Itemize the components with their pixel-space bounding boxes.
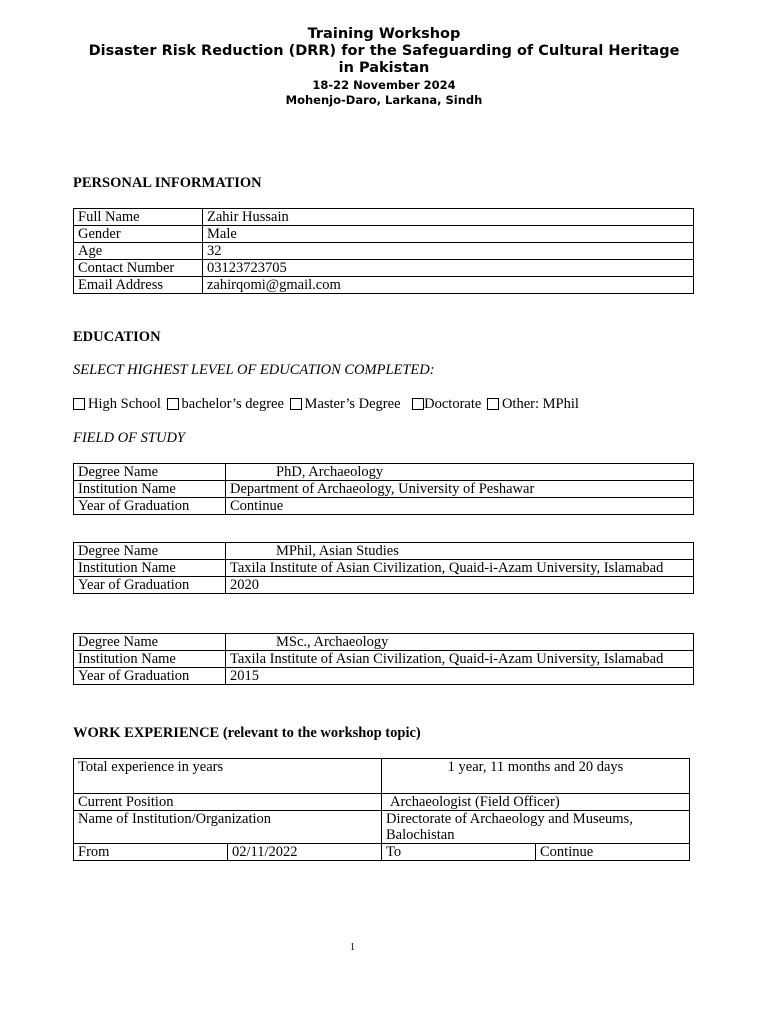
institution-name-label: Institution Name: [74, 481, 226, 498]
total-experience-label: Total experience in years: [74, 759, 382, 794]
table-row: [74, 811, 690, 844]
email-label: Email Address: [74, 277, 203, 294]
bachelors-label: bachelor’s degree: [181, 396, 284, 412]
to-value: Continue: [536, 844, 690, 861]
institution-name-label: Institution Name: [74, 560, 226, 577]
table-row: [74, 794, 690, 811]
institution-name-value: Department of Archaeology, University of Peshawar: [226, 481, 694, 498]
doctorate-label: Doctorate: [424, 396, 482, 412]
to-label: To: [382, 844, 536, 861]
other-label: Other: MPhil: [501, 396, 579, 412]
graduation-year-value: Continue: [226, 498, 694, 515]
full-name-label: Full Name: [74, 209, 203, 226]
table-row: [74, 844, 690, 861]
high-school-label: High School: [88, 396, 161, 412]
table-row: [74, 277, 694, 294]
masters-checkbox[interactable]: [290, 398, 302, 410]
masters-label: Master’s Degree: [304, 396, 401, 412]
graduation-year-value: 2020: [226, 577, 694, 594]
graduation-year-label: Year of Graduation: [74, 498, 226, 515]
institution-name-value: Taxila Institute of Asian Civilization, Quaid-i-Azam University, Islamabad: [226, 651, 694, 668]
degree-name-label: Degree Name: [74, 464, 226, 481]
table-row: [74, 560, 694, 577]
contact-number-value: 03123723705: [203, 260, 694, 277]
email-value: zahirqomi@gmail.com: [203, 277, 694, 294]
degree-name-value: PhD, Archaeology: [226, 464, 694, 481]
age-value: 32: [203, 243, 694, 260]
institution-name-label: Institution Name: [74, 651, 226, 668]
other-checkbox[interactable]: [487, 398, 499, 410]
degree-name-label: Degree Name: [74, 634, 226, 651]
work-experience-heading: WORK EXPERIENCE (relevant to the workshop topic): [73, 725, 421, 741]
contact-number-label: Contact Number: [74, 260, 203, 277]
full-name-value: Zahir Hussain: [203, 209, 694, 226]
table-row: [74, 634, 694, 651]
doctorate-checkbox[interactable]: [412, 398, 424, 410]
work-experience-table: [73, 758, 690, 861]
personal-info-table: [73, 208, 694, 294]
graduation-year-label: Year of Graduation: [74, 668, 226, 685]
table-row: [74, 759, 690, 794]
from-label: From: [74, 844, 228, 861]
degree-name-label: Degree Name: [74, 543, 226, 560]
workshop-subtitle-line1: Disaster Risk Reduction (DRR) for the Safeguarding of Cultural Heritage: [88, 43, 680, 59]
graduation-year-label: Year of Graduation: [74, 577, 226, 594]
graduation-year-value: 2015: [226, 668, 694, 685]
degree-name-value: MSc., Archaeology: [226, 634, 694, 651]
gender-value: Male: [203, 226, 694, 243]
page-number: 1: [350, 942, 355, 953]
table-row: [74, 243, 694, 260]
table-row: [74, 481, 694, 498]
table-row: [74, 543, 694, 560]
bachelors-checkbox[interactable]: [167, 398, 179, 410]
from-value: 02/11/2022: [228, 844, 382, 861]
table-row: [74, 226, 694, 243]
document-header: [0, 26, 768, 107]
current-position-label: Current Position: [74, 794, 382, 811]
table-row: [74, 577, 694, 594]
table-row: [74, 668, 694, 685]
workshop-location: Mohenjo-Daro, Larkana, Sindh: [285, 93, 483, 107]
organization-value: Directorate of Archaeology and Museums, Balochistan: [382, 811, 690, 844]
table-row: [74, 260, 694, 277]
personal-info-heading: PERSONAL INFORMATION: [73, 175, 262, 191]
degree-table-2: [73, 542, 694, 594]
field-of-study-label: FIELD OF STUDY: [73, 430, 185, 446]
education-heading: EDUCATION: [73, 329, 161, 345]
table-row: [74, 651, 694, 668]
education-level-prompt: SELECT HIGHEST LEVEL OF EDUCATION COMPLETED:: [73, 362, 435, 378]
degree-table-1: [73, 463, 694, 515]
age-label: Age: [74, 243, 203, 260]
workshop-title: Training Workshop: [307, 26, 461, 42]
degree-name-value: MPhil, Asian Studies: [226, 543, 694, 560]
workshop-dates: 18-22 November 2024: [312, 78, 456, 92]
gender-label: Gender: [74, 226, 203, 243]
table-row: [74, 498, 694, 515]
organization-label: Name of Institution/Organization: [74, 811, 382, 844]
institution-name-value: Taxila Institute of Asian Civilization, Quaid-i-Azam University, Islamabad: [226, 560, 694, 577]
education-level-options: [73, 396, 581, 413]
current-position-value: Archaeologist (Field Officer): [382, 794, 690, 811]
total-experience-value: 1 year, 11 months and 20 days: [382, 759, 690, 794]
high-school-checkbox[interactable]: [73, 398, 85, 410]
table-row: [74, 209, 694, 226]
table-row: [74, 464, 694, 481]
degree-table-3: [73, 633, 694, 685]
workshop-subtitle-line2: in Pakistan: [338, 60, 430, 76]
